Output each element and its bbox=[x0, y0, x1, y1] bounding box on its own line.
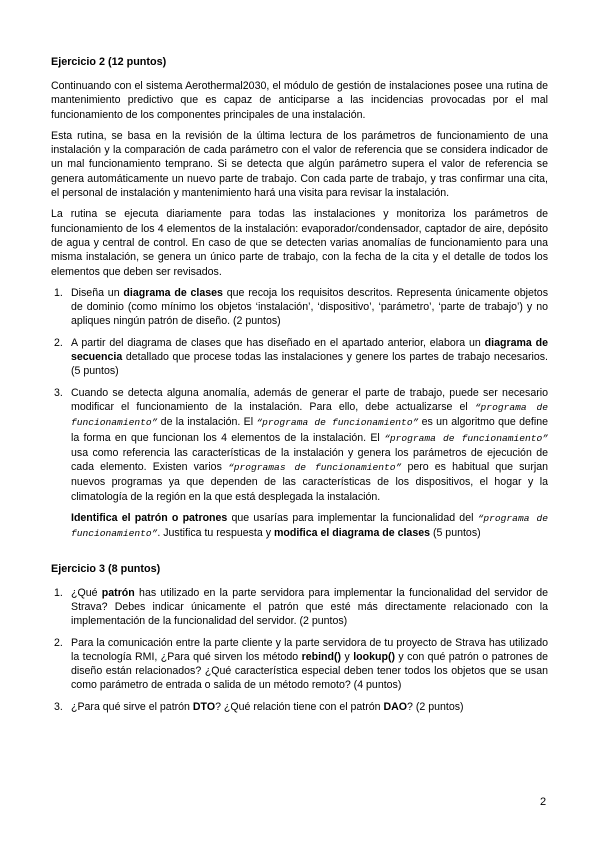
text-run: Para la comunicación entre la parte cliente y la parte servidora de tu proyecto de Strava has utilizado la tecnología RMI, ¿Para qué sirven los método bbox=[71, 636, 548, 663]
text-run: detallado que procese todas las instalaciones y genere los partes de trabajo necesarios. (5 puntos) bbox=[71, 351, 548, 378]
text-run: A partir del diagrama de clases que has diseñado en el apartado anterior, elabora un bbox=[71, 336, 485, 349]
text-run: (5 puntos) bbox=[430, 527, 481, 540]
text-run: que recoja los requisitos descritos. Representa únicamente objetos de dominio (como mínimo los objetos ‘instalación’, ‘dispositivo’, ‘parámetro’, ‘parte de trabajo’) y no apliques ningún patrón de diseño. (2 puntos) bbox=[71, 286, 548, 328]
text-run: y con qué patrón o patrones de diseño están relacionados? ¿Qué característica especial deben tener todos los objetos que se usan como parámetro de entrada o salida de un método remoto? (4 puntos) bbox=[71, 650, 549, 692]
text-run: que usarías para implementar la funcionalidad del bbox=[227, 512, 478, 525]
exercise-2-paragraph-3: La rutina se ejecuta diariamente para todas las instalaciones y monitoriza los parámetros de funcionamiento de los 4 elementos de la instalación: evaporador/condensador, captador de aire, depósito de agua y central de control. En caso de que se detecten varias anomalías de funcionamiento para una misma instalación, se genera un único parte de trabajo, con la fecha de la cita y el detalle de todos los elementos que deben ser revisados. bbox=[51, 208, 548, 278]
text-run: has utilizado en la parte servidora para implementar la funcionalidad del servidor de Strava? Debes indicar únicamente el patrón que esté más directamente relacionado con la implementación de la funcionalidad del servidor. (2 puntos) bbox=[71, 586, 548, 628]
text-run: ¿Qué bbox=[71, 586, 102, 599]
question-number: 3. bbox=[54, 700, 63, 713]
question-number: 3. bbox=[54, 386, 63, 399]
text-run: ? (2 puntos) bbox=[407, 700, 464, 713]
page-number: 2 bbox=[540, 796, 547, 808]
bold-term: modifica el diagrama de clases bbox=[273, 527, 430, 540]
question-number: 1. bbox=[54, 586, 63, 599]
text-run: y bbox=[341, 650, 354, 663]
text-run: . Justifica tu respuesta y bbox=[157, 527, 274, 540]
exercise-3-question-2 bbox=[51, 636, 548, 693]
bold-term: DTO bbox=[192, 700, 216, 713]
spacer bbox=[51, 549, 548, 562]
code-term: “programa de funcionamiento” bbox=[71, 401, 548, 429]
exercise-2-question-3 bbox=[51, 386, 548, 542]
text-run: es un algoritmo que define la forma en que funcionan los 4 elementos de la instalación. El bbox=[71, 416, 548, 444]
bold-term: Identifica el patrón o patrones bbox=[71, 512, 228, 525]
bold-term: diagrama de clases bbox=[123, 286, 223, 299]
exercise-3-question-3 bbox=[51, 700, 548, 714]
exercise-2-title: Ejercicio 2 (12 puntos) bbox=[51, 56, 167, 68]
code-term: “programas de funcionamiento” bbox=[228, 462, 402, 474]
exercise-2-question-2 bbox=[51, 336, 548, 379]
exercise-2-questions bbox=[51, 286, 548, 542]
exercise-3-question-1 bbox=[51, 586, 548, 629]
bold-term: rebind() bbox=[301, 650, 342, 663]
exercise-2-question-3-task bbox=[71, 511, 548, 542]
text-run: Cuando se detecta alguna anomalía, además de generar el parte de trabajo, puede ser necesario modificar el funcionamiento de la instalación. Para ello, debe actualizarse el bbox=[71, 386, 548, 413]
question-number: 1. bbox=[54, 286, 63, 299]
exercise-3-questions bbox=[51, 586, 548, 714]
bold-term: patrón bbox=[101, 586, 135, 599]
text-run: ¿Para qué sirve el patrón bbox=[71, 700, 193, 713]
bold-term: DAO bbox=[383, 700, 408, 713]
exercise-3-title: Ejercicio 3 (8 puntos) bbox=[51, 562, 161, 575]
code-term: “programa de funcionamiento” bbox=[384, 432, 549, 444]
question-number: 2. bbox=[54, 336, 63, 349]
question-number: 2. bbox=[54, 636, 63, 649]
bold-term: lookup() bbox=[353, 650, 395, 663]
text-run: ? ¿Qué relación tiene con el patrón bbox=[215, 700, 384, 713]
text-run: usa como referencia las características de la instalación y genera los parámetros de ejecución de cada elemento. Existen varios bbox=[71, 446, 548, 474]
exercise-2-paragraph-2: Esta rutina, se basa en la revisión de la última lectura de los parámetros de funcionamiento de una instalación y la comparación de cada parámetro con el valor de referencia que se considera indicador de un mal funcionamiento temprano. Si se detecta que algún parámetro supera el valor de referencia se genera automáticamente un nuevo parte de trabajo. Con cada parte de trabajo, y tras confirmar una cita, el personal de instalación y mantenimiento hará una visita para revisar la instalación. bbox=[51, 129, 548, 200]
text-run: de la instalación. El bbox=[157, 416, 257, 429]
text-run: Diseña un bbox=[71, 286, 124, 299]
exercise-2-paragraph-1: Continuando con el sistema Aerothermal2030, el módulo de gestión de instalaciones posee una rutina de mantenimiento predictivo que es capaz de anticiparse a las incidencias provocadas por el mal funcionamiento de los componentes principales de una instalación. bbox=[51, 80, 548, 121]
exercise-2-question-1 bbox=[51, 286, 548, 329]
code-term: “programa de funcionamiento” bbox=[256, 417, 419, 429]
text-run: pero es habitual que surjan nuevos programas ya que dependen de las características de los dispositivos, el hogar y la climatología de la región en la que está desplegada la instalación. bbox=[71, 461, 548, 503]
document-page bbox=[51, 55, 548, 721]
code-term: “programa de funcionamiento” bbox=[71, 513, 548, 540]
bold-term: diagrama de secuencia bbox=[71, 336, 548, 364]
